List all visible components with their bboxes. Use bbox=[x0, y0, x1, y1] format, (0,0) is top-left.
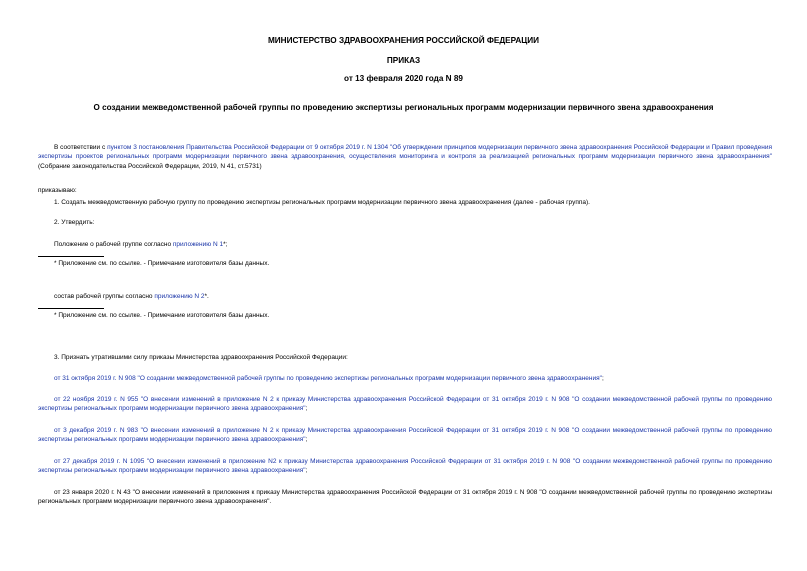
repealed-order-1-end: ; bbox=[601, 375, 604, 382]
repealed-order-2-end: ; bbox=[305, 405, 308, 413]
footnote-1: * Приложение см. по ссылке. - Примечание изготовителя базы данных. bbox=[54, 260, 270, 267]
repealed-order-3-end: ; bbox=[305, 436, 308, 444]
repealed-order-4 bbox=[38, 457, 772, 476]
repealed-order-3-link[interactable]: от 3 декабря 2019 г. N 983 "О внесении изменений в приложение N 2 к приказу Министерства здравоохранения Российской Федерации от 31 октября 2019 г. N 908 "О создании межведомственной рабочей группы по проведению экспертизы региональных программ модернизации первичного звена здравоохранения" bbox=[38, 427, 772, 444]
position-end: *; bbox=[223, 241, 228, 248]
repealed-order-2 bbox=[38, 395, 772, 414]
composition-line bbox=[54, 292, 209, 301]
preamble-suffix: (Собрание законодательства Российской Федерации, 2019, N 41, ст.5731) bbox=[38, 162, 262, 170]
repealed-order-3 bbox=[38, 426, 772, 445]
repealed-order-5-text: от 23 января 2020 г. N 43 "О внесении изменений в приложения к приказу Министерства здравоохранения Российской Федерации от 31 октября 2019 г. N 908 "О создании межведомственной рабочей группы по проведению экспертизы региональных программ модернизации первичного звена здравоохранения". bbox=[38, 489, 772, 506]
item-2-text: 2. Утвердить: bbox=[54, 219, 95, 226]
composition-text: состав рабочей группы согласно bbox=[54, 293, 155, 300]
composition-end: *. bbox=[204, 293, 209, 300]
ministry-heading: МИНИСТЕРСТВО ЗДРАВООХРАНЕНИЯ РОССИЙСКОЙ ФЕДЕРАЦИИ bbox=[267, 36, 540, 45]
appendix-1-link[interactable]: приложению N 1 bbox=[172, 241, 224, 248]
prikazyvayu-text: приказываю: bbox=[38, 187, 77, 194]
repealed-order-5 bbox=[38, 488, 772, 507]
document-title: О создании межведомственной рабочей группы по проведению экспертизы региональных программ модернизации первичного звена здравоохранения bbox=[93, 103, 714, 112]
repealed-order-1-link[interactable]: от 31 октября 2019 г. N 908 "О создании межведомственной рабочей группы по проведению экспертизы региональных программ модернизации первичного звена здравоохранения" bbox=[54, 375, 602, 382]
position-text: Положение о рабочей группе согласно bbox=[54, 241, 173, 248]
position-line bbox=[54, 240, 227, 249]
appendix-2-link[interactable]: приложению N 2 bbox=[154, 293, 205, 300]
repealed-order-4-end: ; bbox=[305, 467, 308, 475]
order-type-heading: ПРИКАЗ bbox=[386, 56, 421, 65]
item-1-text: 1. Создать межведомственную рабочую группу по проведению экспертизы региональных программ модернизации первичного звена здравоохранения (далее - рабочая группа). bbox=[54, 199, 590, 206]
item-3-text: 3. Признать утратившими силу приказы Министерства здравоохранения Российской Федерации: bbox=[54, 354, 348, 361]
repealed-order-2-link[interactable]: от 22 ноября 2019 г. N 955 "О внесении изменений в приложение N 2 к приказу Министерства здравоохранения Российской Федерации от 31 октября 2019 г. N 908 "О создании межведомственной рабочей группы по проведению экспертизы региональных программ модернизации первичного звена здравоохранения" bbox=[38, 396, 772, 413]
order-date-number: от 13 февраля 2020 года N 89 bbox=[344, 74, 463, 83]
footnote-divider-2 bbox=[38, 308, 104, 309]
preamble-prefix: В соответствии с bbox=[54, 144, 108, 151]
footnote-2: * Приложение см. по ссылке. - Примечание изготовителя базы данных. bbox=[54, 312, 270, 319]
preamble-paragraph bbox=[38, 143, 772, 171]
repealed-order-1 bbox=[38, 374, 772, 383]
repealed-order-4-link[interactable]: от 27 декабря 2019 г. N 1095 "О внесении изменений в приложение N2 к приказу Министерства здравоохранения Российской Федерации от 31 октября 2019 г. N 908 "О создании межведомственной рабочей группы по проведению экспертизы региональных программ модернизации первичного звена здравоохранения" bbox=[38, 458, 772, 475]
footnote-divider-1 bbox=[38, 256, 104, 257]
government-decree-link[interactable]: пунктом 3 постановления Правительства Российской Федерации от 9 октября 2019 г. N 1304 "Об утверждении принципов модернизации первичного звена здравоохранения Российской Федерации и Правил проведения экспертизы проектов региональных программ модернизации первичного звена здравоохранения, осуществления мониторинга и контроля за реализацией региональных программ модернизации первичного звена здравоохранения" bbox=[38, 144, 773, 161]
